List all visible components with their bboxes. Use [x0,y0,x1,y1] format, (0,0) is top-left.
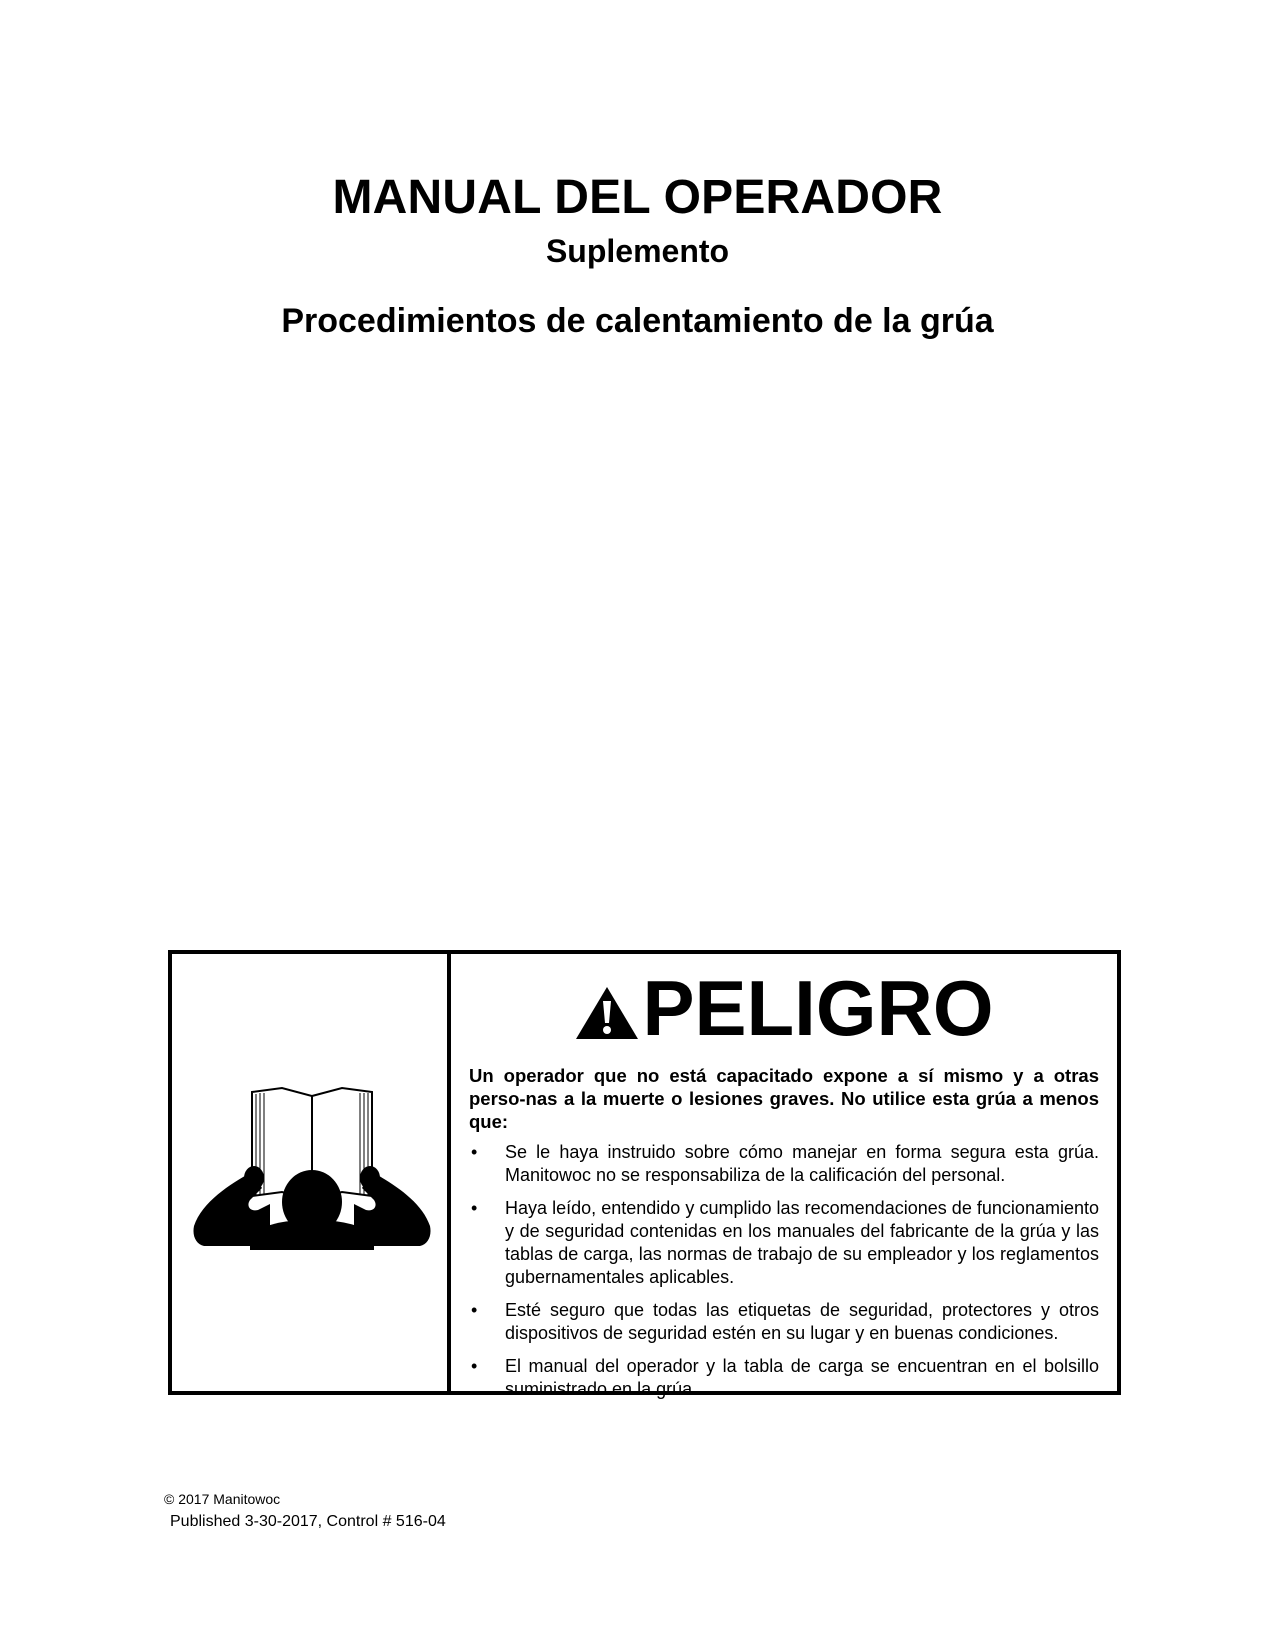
bullet-icon: • [471,1356,478,1376]
document-subtitle: Suplemento [545,233,730,269]
list-item-text: Se le haya instruido sobre cómo manejar en forma segura esta grúa. Manitowoc no se responsabiliza de la calificación del personal. [505,1142,1099,1185]
danger-text-panel [451,954,1117,1399]
danger-intro-text: Un operador que no está capacitado expone a sí mismo y a otras perso-nas a la muerte o lesiones graves. No utilice esta grúa a menos que: [469,1065,1099,1132]
bullet-icon: • [471,1198,478,1218]
bullet-icon: • [471,1142,478,1162]
danger-pictogram-panel [172,954,451,1391]
document-title: MANUAL DEL OPERADOR [332,171,943,224]
danger-safety-panel [168,950,1121,1399]
list-item [469,1197,1099,1289]
list-item-text: Esté seguro que todas las etiquetas de seguridad, protectores y otros dispositivos de seguridad estén en su lugar y en buenas condiciones. [505,1300,1099,1343]
danger-requirements-list [469,1141,1099,1401]
publication-info: Published 3-30-2017, Control # 516-04 [170,1513,446,1530]
danger-signal-word: PELIGRO [642,964,994,1052]
bullet-icon: • [471,1300,478,1320]
list-item-text: Haya leído, entendido y cumplido las recomendaciones de funcionamiento y de seguridad contenidas en los manuales del fabricante de la grúa y las tablas de carga, las normas de trabajo de su empleador y los reglamentos gubernamentales aplicables. [505,1198,1099,1287]
list-item [469,1355,1099,1401]
document-heading: Procedimientos de calentamiento de la grúa [281,302,994,340]
person-reading-manual-icon [190,1084,435,1254]
danger-header [469,954,1099,1058]
list-item-text: El manual del operador y la tabla de carga se encuentran en el bolsillo suministrado en la grúa. [505,1356,1099,1399]
list-item [469,1299,1099,1345]
warning-triangle-icon [574,985,640,1041]
copyright-notice: © 2017 Manitowoc [164,1491,281,1507]
list-item [469,1141,1099,1187]
